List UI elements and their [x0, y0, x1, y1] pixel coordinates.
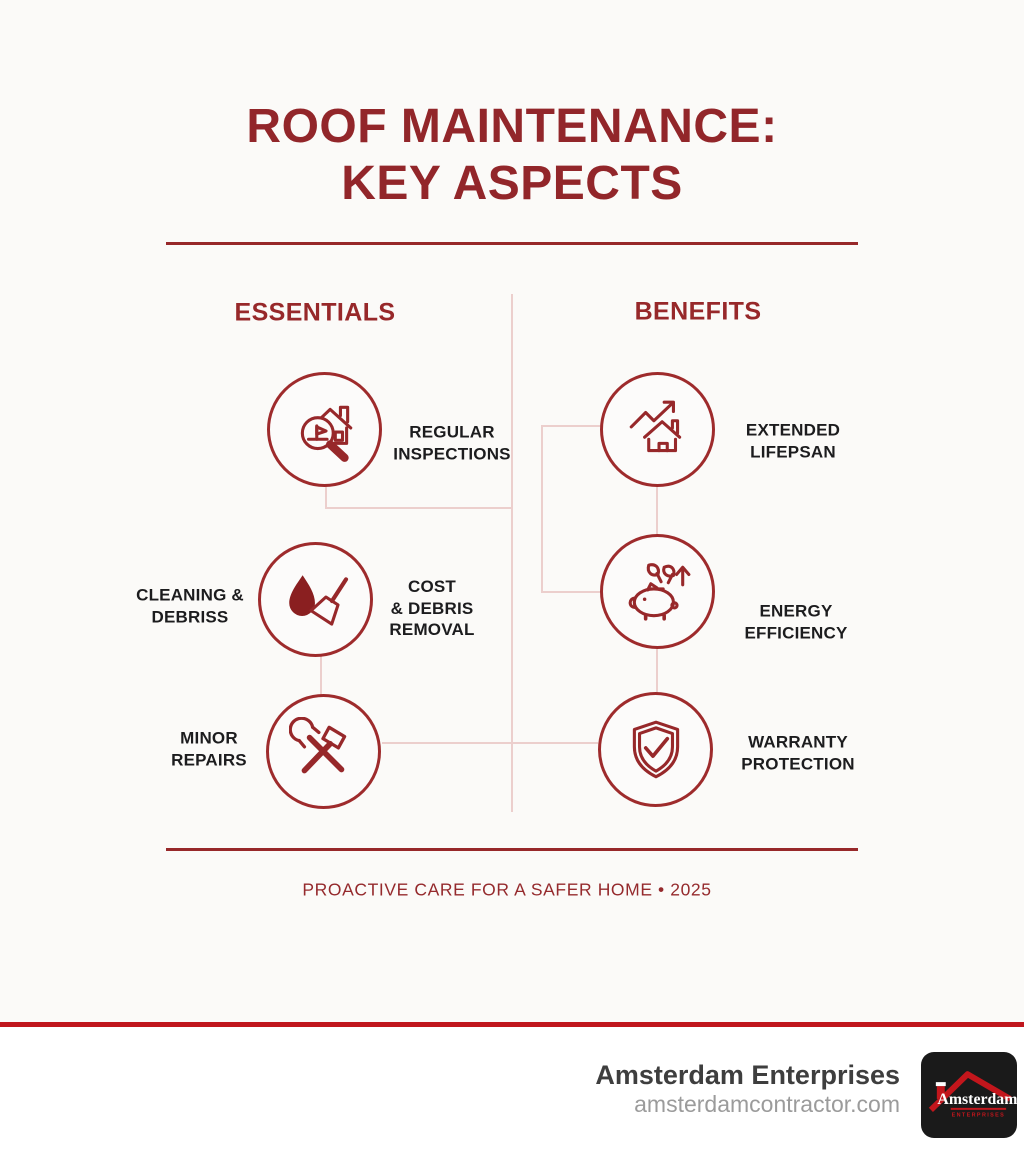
- house-growth-arrow-icon: [623, 395, 693, 465]
- circle-cleaning-debris: [258, 542, 373, 657]
- label-cost-debris-removal: COST & DEBRIS REMOVAL: [389, 576, 475, 639]
- connector-lifespan-to-energy: [656, 486, 658, 536]
- connector-inspections-to-divider: [325, 507, 512, 509]
- droplet-broom-icon: [281, 565, 351, 635]
- company-website: amsterdamcontractor.com: [634, 1091, 900, 1117]
- circle-warranty-protection: [598, 692, 713, 807]
- magnifier-house-icon: [290, 395, 360, 465]
- label-cleaning-debriss: CLEANING & DEBRISS: [136, 585, 244, 626]
- connector-inspections-down: [325, 485, 327, 509]
- logo-wordmark: Amsterdam: [937, 1090, 1017, 1108]
- roof-logo-icon: [921, 1052, 1017, 1138]
- essentials-header: ESSENTIALS: [234, 298, 396, 327]
- circle-energy-efficiency: [600, 534, 715, 649]
- footer-text-block: [595, 1060, 900, 1117]
- label-warranty-protection: WARRANTY PROTECTION: [741, 732, 855, 773]
- piggy-bank-leaves-icon: [623, 557, 693, 627]
- footer-divider-rule: [166, 848, 858, 851]
- tagline: PROACTIVE CARE FOR A SAFER HOME • 2025: [302, 879, 712, 900]
- label-regular-inspections: REGULAR INSPECTIONS: [393, 422, 511, 463]
- connector-bracket-top: [541, 425, 601, 427]
- connector-energy-to-warranty: [656, 648, 658, 694]
- page-title: [0, 98, 1024, 212]
- title-divider-rule: [166, 242, 858, 245]
- connector-cleaning-to-repairs: [320, 656, 322, 696]
- company-logo: [921, 1052, 1017, 1138]
- connector-bracket-bottom: [541, 591, 601, 593]
- company-name: Amsterdam Enterprises: [595, 1060, 900, 1090]
- benefits-header: BENEFITS: [634, 297, 762, 326]
- shield-check-icon: [621, 715, 691, 785]
- page-title-line1: ROOF MAINTENANCE:: [246, 100, 778, 153]
- circle-regular-inspections: [267, 372, 382, 487]
- connector-bracket-vertical: [541, 425, 543, 593]
- label-extended-lifepsan: EXTENDED LIFEPSAN: [745, 420, 841, 461]
- connector-divider-to-warranty: [513, 742, 598, 744]
- page-title-line2: KEY ASPECTS: [341, 157, 683, 210]
- circle-minor-repairs: [266, 694, 381, 809]
- wrench-hammer-icon: [289, 717, 359, 787]
- center-divider-line: [511, 294, 513, 812]
- label-minor-repairs: MINOR REPAIRS: [171, 728, 247, 769]
- label-energy-efficiency: ENERGY EFFICIENCY: [744, 601, 848, 642]
- circle-extended-lifespan: [600, 372, 715, 487]
- connector-repairs-to-divider: [382, 742, 512, 744]
- logo-subtitle: ENTERPRISES: [951, 1112, 1006, 1119]
